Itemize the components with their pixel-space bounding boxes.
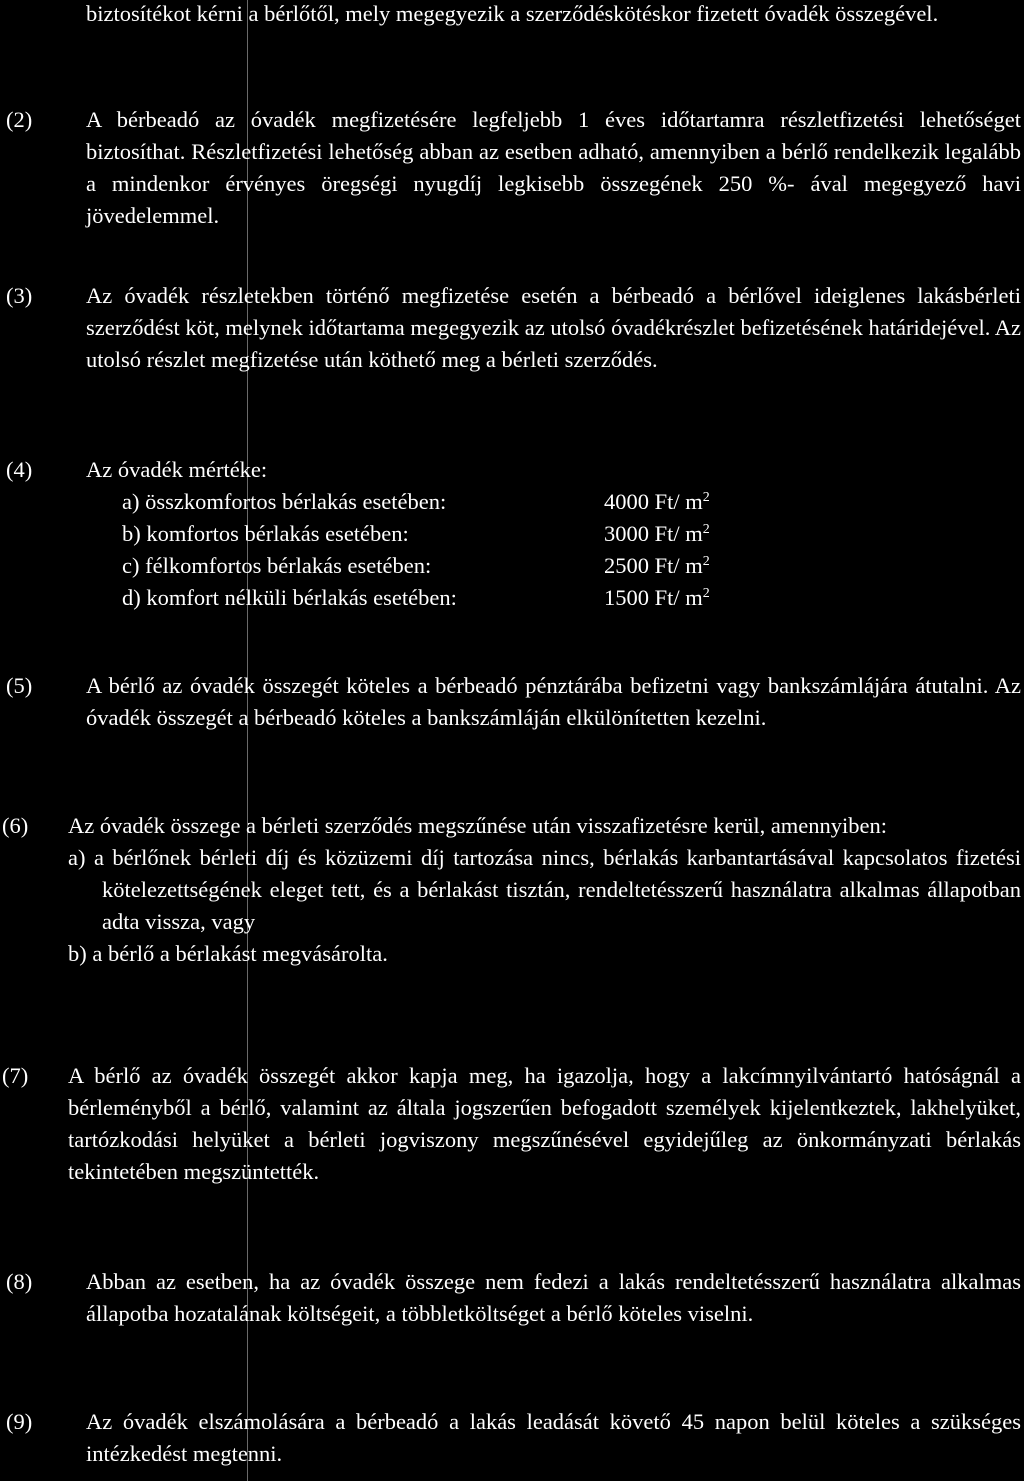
rate-label: a) összkomfortos bérlakás esetében: <box>122 489 447 514</box>
rate-row <box>122 582 1021 614</box>
paragraph-number: (3) <box>6 283 33 308</box>
paragraph-number: (9) <box>6 1409 33 1434</box>
paragraph-text <box>86 454 1021 614</box>
rate-row <box>122 550 1021 582</box>
rate-row <box>122 518 1021 550</box>
condition-item: b) a bérlő a bérlakást megvásárolta. <box>68 941 388 966</box>
paragraph-number: (2) <box>6 107 33 132</box>
rate-label: b) komfortos bérlakás esetében: <box>122 521 409 546</box>
paragraph-number: (8) <box>6 1269 33 1294</box>
paragraph-text <box>68 810 1021 970</box>
paragraph-number: (5) <box>6 673 33 698</box>
rate-value: 4000 Ft/ $m^2$ <box>604 489 710 514</box>
conditions-heading: Az óvadék összege a bérleti szerződés megszűnése után visszafizetésre kerül, amennyiben: <box>68 813 888 838</box>
paragraph-text: A bérlő az óvadék összegét köteles a bérbeadó pénztárába befizetni vagy bankszámlájára átutalni. Az óvadék összegét a bérbeadó köteles a bankszámláján elkülönítetten kezelni. <box>86 673 1021 730</box>
paragraph-text: A bérbeadó az óvadék megfizetésére legfeljebb 1 éves időtartamra részletfizetési lehetőséget biztosíthat. Részletfizetési lehetőség abban az esetben adható, amennyiben a bérlő rendelkezik legalább a mindenkor érvényes öregségi nyugdíj legkisebb összegének 250 %- ával megegyező havi jövedelemmel. <box>86 107 1021 228</box>
paragraph-number: (7) <box>2 1063 29 1088</box>
rate-value: 2500 Ft/ $m^2$ <box>604 553 710 578</box>
rate-label: d) komfort nélküli bérlakás esetében: <box>122 585 457 610</box>
condition-item: a) a bérlőnek bérleti díj és közüzemi díj tartozása nincs, bérlakás karbantartásával kapcsolatos fizetési kötelezettségének eleget tett, és a bérlakást tisztán, rendeltetésszerű használatra alkalmas állapotban adta vissza, vagy <box>68 845 1021 934</box>
paragraph-text: A bérlő az óvadék összegét akkor kapja meg, ha igazolja, hogy a lakcímnyilvántartó hatóságnál a bérleményből a bérlő, valamint az általa jogszerűen befogadott személyek kijelentkeztek, lakhelyüket, tartózkodási helyüket a bérleti jogviszony megszűnésével egyidejűleg az önkormányzati bérlakás tekintetében megszüntették. <box>68 1063 1021 1184</box>
paragraph-text: Az óvadék elszámolására a bérbeadó a lakás leadását követő 45 napon belül köteles a szükséges intézkedést megtenni. <box>86 1409 1021 1466</box>
paragraph-text: Az óvadék részletekben történő megfizetése esetén a bérbeadó a bérlővel ideiglenes lakásbérleti szerződést köt, melynek időtartama megegyezik az utolsó óvadékrészlet befizetésének határidejével. Az utolsó részlet megfizetése után köthető meg a bérleti szerződés. <box>86 283 1021 372</box>
rate-label: c) félkomfortos bérlakás esetében: <box>122 553 432 578</box>
rate-value: 1500 Ft/ $m^2$ <box>604 585 710 610</box>
paragraph-number: (6) <box>2 813 29 838</box>
rate-value: 3000 Ft/ $m^2$ <box>604 521 710 546</box>
rates-heading: Az óvadék mértéke: <box>86 457 268 482</box>
rate-row <box>122 486 1021 518</box>
rates-list <box>86 486 1021 614</box>
paragraph-text: Abban az esetben, ha az óvadék összege nem fedezi a lakás rendeltetésszerű használatra alkalmas állapotba hozatalának költségeit, a többletköltséget a bérlő köteles viselni. <box>86 1269 1021 1326</box>
continuation-text: biztosítékot kérni a bérlőtől, mely megegyezik a szerződéskötéskor fizetett óvadék összegével. <box>86 1 939 26</box>
paragraph-number: (4) <box>6 457 33 482</box>
